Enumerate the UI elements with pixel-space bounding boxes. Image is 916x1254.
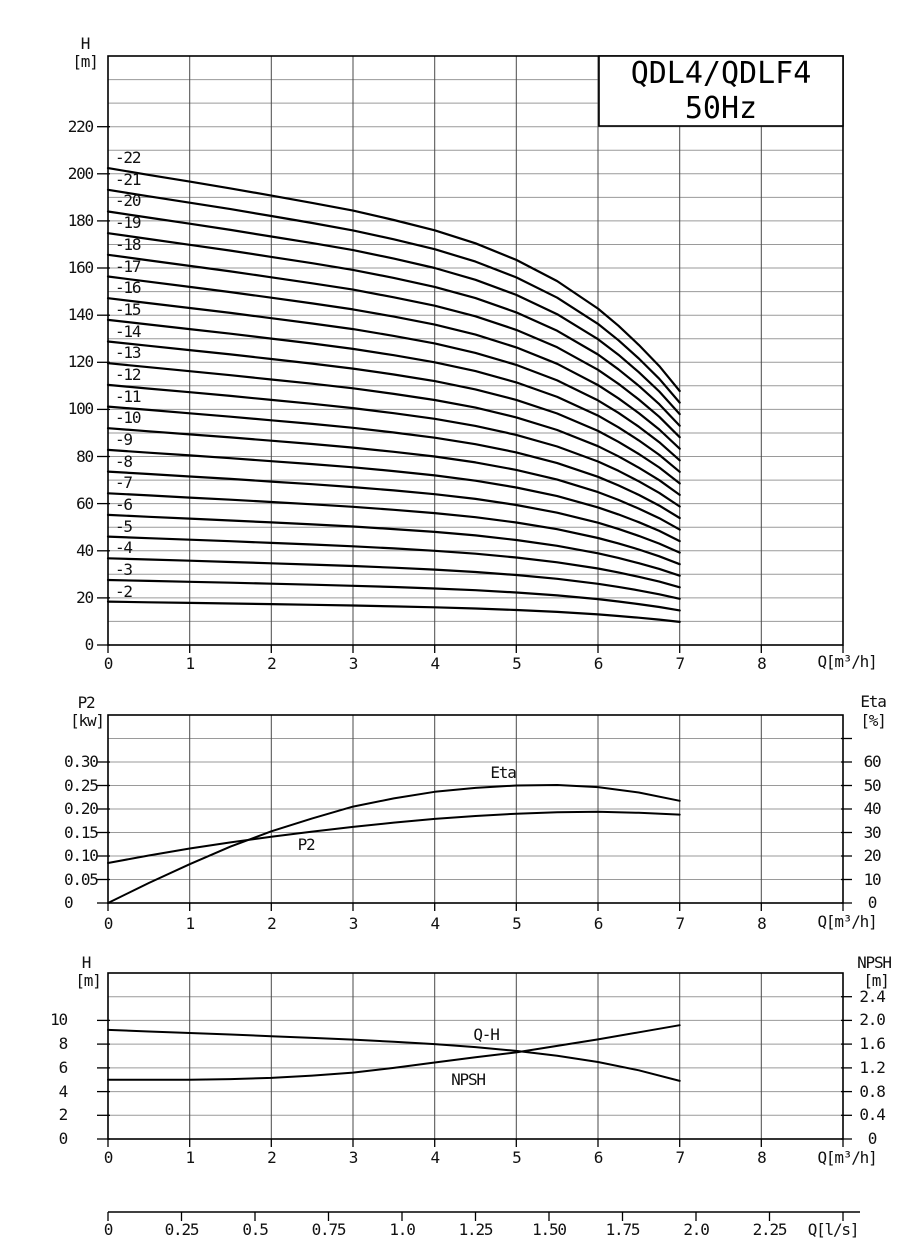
qh-npsh-chart <box>97 973 852 1147</box>
qh-y-tick-label: 0 <box>58 1129 67 1148</box>
stage-curve-tag: -9 <box>115 429 132 449</box>
stage-curve--22 <box>108 168 680 391</box>
flow-scale-tick-label: 2.25 <box>752 1220 787 1239</box>
stage-curve-tag: -21 <box>115 169 141 189</box>
eta-tick-label: 0 <box>867 893 877 912</box>
npsh-tick-label: 0 <box>867 1129 877 1148</box>
power-x-tick-label: 2 <box>267 914 276 933</box>
stage-curve-tag: -18 <box>115 234 141 254</box>
flow-scale-tick-label: 0.75 <box>311 1220 346 1239</box>
stage-curve--5 <box>108 537 680 588</box>
head-x-tick-label: 4 <box>430 654 439 673</box>
qh-y-tick-label: 8 <box>58 1034 67 1054</box>
flow-scale-tick-label: 0.5 <box>242 1220 268 1239</box>
power-x-axis-unit: Q[m³/h] <box>817 912 877 931</box>
p2-tick-label: 0.05 <box>64 869 98 889</box>
qh-x-tick-label: 6 <box>593 1148 603 1167</box>
p2-tick-label: 0.10 <box>64 846 98 865</box>
npsh-curve-label: NPSH <box>451 1070 485 1089</box>
qh-x-tick-label: 4 <box>430 1148 439 1167</box>
head-chart <box>97 56 843 653</box>
p2-curve <box>108 812 680 863</box>
head-y-tick-label: 0 <box>84 635 93 654</box>
stage-curve--11 <box>108 407 680 518</box>
head-x-axis-unit: Q[m³/h] <box>817 652 877 671</box>
stage-curve-tag: -7 <box>115 473 132 493</box>
head-y-tick-label: 20 <box>76 587 93 607</box>
stage-curve-tag: -14 <box>115 321 141 341</box>
npsh-axis-unit: [m] <box>863 971 889 990</box>
stage-curve--4 <box>108 558 680 599</box>
power-x-tick-label: 1 <box>185 914 194 933</box>
stage-curve-tag: -6 <box>115 494 132 514</box>
stage-curve-tag: -5 <box>115 516 132 536</box>
power-axis-title: P2 <box>77 693 95 712</box>
stage-curve-tag: -13 <box>115 343 141 363</box>
npsh-tick-label: 1.2 <box>859 1057 885 1077</box>
stage-curve-tag: -12 <box>115 364 141 384</box>
qh-curve <box>108 1030 680 1081</box>
p2-tick-label: 0.30 <box>64 752 98 771</box>
title-frequency: 50Hz <box>684 91 758 126</box>
head-x-tick-label: 5 <box>512 654 521 673</box>
flow-scale-tick-label: 1.0 <box>389 1220 415 1239</box>
head-y-axis-title: H <box>80 34 90 53</box>
eta-axis-unit: [%] <box>860 711 886 730</box>
head-y-tick-label: 180 <box>67 210 93 230</box>
head-y-tick-label: 160 <box>67 258 93 278</box>
stage-curve-tag: -8 <box>115 451 132 471</box>
flow-scale-tick-label: 2.0 <box>683 1220 709 1239</box>
qh-y-axis-unit: [m] <box>75 971 101 990</box>
stage-curve-tag: -19 <box>115 213 141 233</box>
qh-x-tick-label: 8 <box>757 1148 766 1167</box>
npsh-tick-label: 1.6 <box>859 1034 885 1054</box>
eta-curve <box>108 785 680 903</box>
eta-tick-label: 20 <box>863 846 881 865</box>
stage-curve-tag: -17 <box>115 256 141 276</box>
head-y-tick-label: 40 <box>76 540 93 560</box>
npsh-tick-label: 2.4 <box>859 986 885 1006</box>
eta-tick-label: 10 <box>863 869 881 889</box>
head-x-tick-label: 3 <box>348 654 358 673</box>
qh-x-tick-label: 0 <box>103 1148 113 1167</box>
npsh-tick-label: 2.0 <box>859 1010 885 1030</box>
head-y-tick-label: 60 <box>76 493 93 513</box>
head-y-tick-label: 80 <box>76 446 93 466</box>
stage-curve-tag: -11 <box>115 386 141 406</box>
npsh-tick-label: 0.8 <box>859 1081 885 1101</box>
power-x-tick-label: 0 <box>103 914 113 933</box>
eta-curve-label: Eta <box>490 763 516 782</box>
head-y-tick-label: 220 <box>67 116 93 136</box>
qh-x-tick-label: 2 <box>267 1148 276 1167</box>
p2-curve-label: P2 <box>297 835 315 854</box>
head-x-tick-label: 1 <box>185 654 194 673</box>
head-x-tick-label: 6 <box>593 654 603 673</box>
head-x-tick-label: 0 <box>103 654 113 673</box>
stage-curve-tag: -4 <box>115 538 132 558</box>
power-axis-unit: [kw] <box>70 711 104 730</box>
head-x-tick-label: 2 <box>267 654 276 673</box>
flow-scale-tick-label: 1.25 <box>458 1220 493 1239</box>
stage-curve-tag: -22 <box>115 148 141 168</box>
qh-x-tick-label: 5 <box>512 1148 521 1167</box>
p2-tick-label: 0 <box>64 893 73 912</box>
head-x-tick-label: 8 <box>757 654 766 673</box>
stage-curve--15 <box>108 320 680 472</box>
qh-y-tick-label: 10 <box>50 1010 67 1030</box>
power-x-tick-label: 5 <box>512 914 521 933</box>
flow-scale-unit: Q[l/s] <box>807 1220 859 1239</box>
qh-x-tick-label: 1 <box>185 1148 194 1167</box>
flow-scale-tick-label: 1.75 <box>605 1220 640 1239</box>
eta-axis-title: Eta <box>860 692 886 711</box>
flow-scale-tick-label: 0.25 <box>164 1220 199 1239</box>
p2-tick-label: 0.25 <box>64 775 98 795</box>
flow-scale-tick-label: 0 <box>103 1220 113 1239</box>
head-x-tick-label: 7 <box>675 654 684 673</box>
qh-x-axis-unit: Q[m³/h] <box>817 1148 877 1167</box>
qh-y-axis-title: H <box>81 953 91 972</box>
head-y-tick-label: 200 <box>67 163 93 183</box>
power-x-tick-label: 7 <box>675 914 684 933</box>
stage-curve-tag: -16 <box>115 278 141 298</box>
title-model: QDL4/QDLF4 <box>630 56 812 91</box>
qh-npsh-chart-border <box>108 973 843 1139</box>
npsh-axis-title: NPSH <box>857 953 891 972</box>
head-y-tick-label: 120 <box>67 352 93 372</box>
eta-tick-label: 50 <box>863 775 881 795</box>
eta-tick-label: 60 <box>863 752 881 771</box>
power-x-tick-label: 8 <box>757 914 766 933</box>
qh-y-tick-label: 6 <box>58 1057 67 1077</box>
power-x-tick-label: 4 <box>430 914 439 933</box>
power-x-tick-label: 3 <box>348 914 358 933</box>
stage-curve-tag: -20 <box>115 191 141 211</box>
p2-tick-label: 0.20 <box>64 799 98 818</box>
npsh-tick-label: 0.4 <box>859 1105 885 1125</box>
stage-curve-tag: -10 <box>115 408 141 428</box>
head-y-tick-label: 140 <box>67 305 93 325</box>
qh-x-tick-label: 3 <box>348 1148 358 1167</box>
stage-curve-tag: -15 <box>115 299 141 319</box>
head-y-axis-unit: [m] <box>72 52 98 71</box>
qh-x-tick-label: 7 <box>675 1148 684 1167</box>
stage-curve-tag: -2 <box>115 581 132 601</box>
qh-y-tick-label: 4 <box>58 1081 67 1101</box>
qh-y-tick-label: 2 <box>58 1105 67 1125</box>
qh-curve-label: Q-H <box>473 1025 499 1044</box>
head-chart-border <box>108 56 843 645</box>
power-efficiency-chart <box>97 715 852 911</box>
head-y-tick-label: 100 <box>67 399 93 419</box>
power-x-tick-label: 6 <box>593 914 603 933</box>
stage-curve--6 <box>108 515 680 576</box>
p2-tick-label: 0.15 <box>64 822 98 842</box>
eta-tick-label: 40 <box>863 799 881 818</box>
eta-tick-label: 30 <box>863 822 881 842</box>
flow-scale-tick-label: 1.50 <box>532 1220 566 1239</box>
stage-curve-tag: -3 <box>115 559 132 579</box>
stage-curve--2 <box>108 602 680 622</box>
